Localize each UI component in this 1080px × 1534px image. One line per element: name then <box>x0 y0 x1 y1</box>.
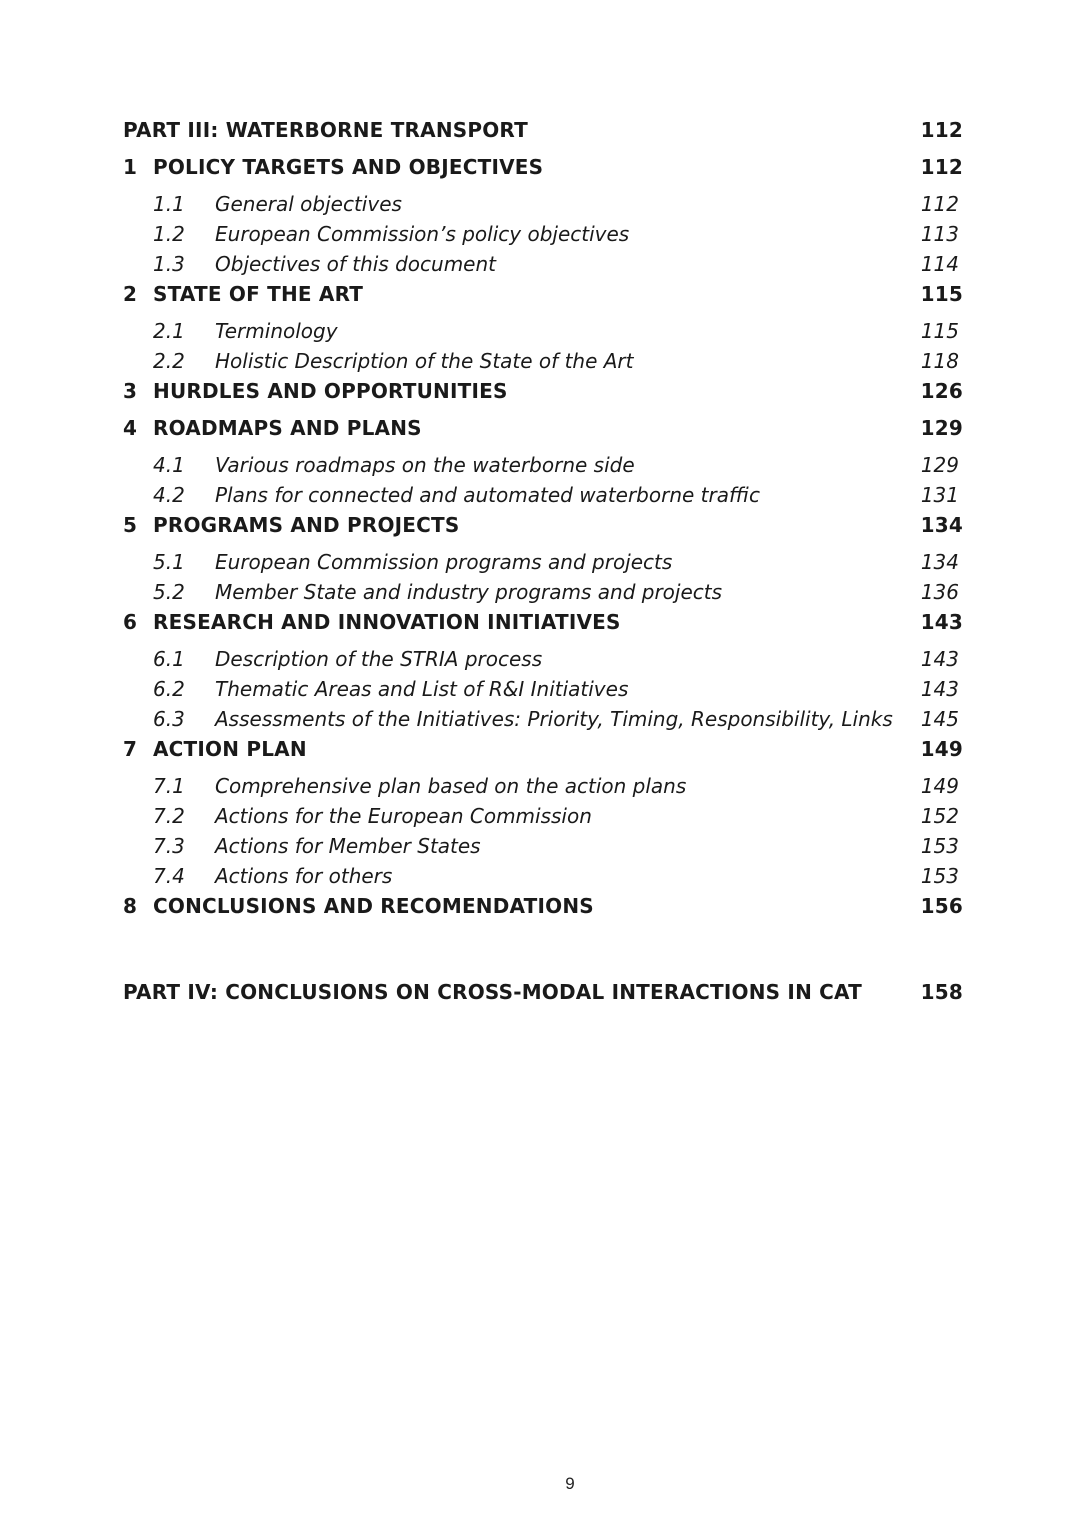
section-number: 7.1 <box>153 774 185 798</box>
section-page: 131 <box>920 483 959 507</box>
chapter-number: 4 <box>123 416 138 440</box>
section-page: 129 <box>920 453 959 477</box>
section-number: 1.3 <box>153 252 185 276</box>
chapter-list <box>123 155 963 931</box>
chapter-title: RESEARCH AND INNOVATION INITIATIVES <box>153 610 621 634</box>
chapter-title: ACTION PLAN <box>153 737 307 761</box>
toc-section[interactable] <box>123 550 963 580</box>
section-page: 145 <box>920 707 959 731</box>
section-page: 115 <box>920 319 959 343</box>
part-title: PART III: WATERBORNE TRANSPORT <box>123 118 528 142</box>
part-title: PART IV: CONCLUSIONS ON CROSS-MODAL INTERACTIONS IN CAT <box>123 980 863 1004</box>
part-page: 112 <box>920 118 963 142</box>
section-title: Actions for the European Commission <box>215 804 592 828</box>
section-page: 153 <box>920 834 959 858</box>
section-page: 149 <box>920 774 959 798</box>
chapter-number: 3 <box>123 379 138 403</box>
section-title: European Commission’s policy objectives <box>215 222 630 246</box>
section-page: 112 <box>920 192 959 216</box>
section-title: Description of the STRIA process <box>215 647 543 671</box>
toc-chapter[interactable] <box>123 416 963 453</box>
toc-section[interactable] <box>123 774 963 804</box>
chapter-number: 5 <box>123 513 138 537</box>
chapter-page: 143 <box>920 610 963 634</box>
toc-section[interactable] <box>123 192 963 222</box>
section-number: 7.4 <box>153 864 185 888</box>
chapter-page: 156 <box>920 894 963 918</box>
toc-section[interactable] <box>123 804 963 834</box>
section-number: 6.1 <box>153 647 185 671</box>
toc-section[interactable] <box>123 453 963 483</box>
section-title: Objectives of this document <box>215 252 497 276</box>
toc-chapter[interactable] <box>123 379 963 416</box>
toc-chapter[interactable] <box>123 513 963 550</box>
spacer <box>123 931 963 980</box>
section-title: Holistic Description of the State of the Art <box>215 349 634 373</box>
part-page: 158 <box>920 980 963 1004</box>
chapter-number: 6 <box>123 610 138 634</box>
toc-chapter[interactable] <box>123 155 963 192</box>
chapter-page: 115 <box>920 282 963 306</box>
section-page: 143 <box>920 677 959 701</box>
chapter-title: POLICY TARGETS AND OBJECTIVES <box>153 155 544 179</box>
section-page: 143 <box>920 647 959 671</box>
section-number: 6.2 <box>153 677 185 701</box>
section-number: 4.1 <box>153 453 185 477</box>
section-title: Terminology <box>215 319 338 343</box>
toc-section[interactable] <box>123 864 963 894</box>
section-number: 2.2 <box>153 349 185 373</box>
chapter-page: 126 <box>920 379 963 403</box>
toc-part-3[interactable] <box>123 118 963 155</box>
section-page: 134 <box>920 550 959 574</box>
section-page: 113 <box>920 222 959 246</box>
chapter-number: 1 <box>123 155 138 179</box>
section-page: 118 <box>920 349 959 373</box>
toc-section[interactable] <box>123 834 963 864</box>
chapter-number: 8 <box>123 894 138 918</box>
chapter-title: HURDLES AND OPPORTUNITIES <box>153 379 508 403</box>
section-number: 4.2 <box>153 483 185 507</box>
section-number: 5.2 <box>153 580 185 604</box>
page-number: 9 <box>565 1474 575 1493</box>
chapter-number: 2 <box>123 282 138 306</box>
chapter-page: 149 <box>920 737 963 761</box>
toc-section[interactable] <box>123 222 963 252</box>
toc-section[interactable] <box>123 677 963 707</box>
toc-chapter[interactable] <box>123 282 963 319</box>
section-page: 153 <box>920 864 959 888</box>
toc-section[interactable] <box>123 319 963 349</box>
section-number: 7.2 <box>153 804 185 828</box>
toc-section[interactable] <box>123 252 963 282</box>
section-title: Actions for Member States <box>215 834 481 858</box>
toc-section[interactable] <box>123 707 963 737</box>
toc-section[interactable] <box>123 580 963 610</box>
section-number: 7.3 <box>153 834 185 858</box>
chapter-number: 7 <box>123 737 138 761</box>
section-page: 136 <box>920 580 959 604</box>
section-title: Assessments of the Initiatives: Priority, Timing, Responsibility, Links <box>215 707 893 731</box>
section-number: 6.3 <box>153 707 185 731</box>
section-number: 1.2 <box>153 222 185 246</box>
section-page: 114 <box>920 252 959 276</box>
toc-chapter[interactable] <box>123 894 963 931</box>
section-title: Member State and industry programs and projects <box>215 580 723 604</box>
chapter-page: 112 <box>920 155 963 179</box>
chapter-title: STATE OF THE ART <box>153 282 364 306</box>
toc-chapter[interactable] <box>123 737 963 774</box>
section-title: General objectives <box>215 192 402 216</box>
section-page: 152 <box>920 804 959 828</box>
toc-section[interactable] <box>123 349 963 379</box>
section-title: Actions for others <box>215 864 393 888</box>
section-title: Comprehensive plan based on the action plans <box>215 774 687 798</box>
toc-section[interactable] <box>123 647 963 677</box>
chapter-title: CONCLUSIONS AND RECOMENDATIONS <box>153 894 594 918</box>
toc-part-4[interactable] <box>123 980 963 1017</box>
section-number: 5.1 <box>153 550 185 574</box>
chapter-title: PROGRAMS AND PROJECTS <box>153 513 460 537</box>
section-number: 1.1 <box>153 192 185 216</box>
chapter-page: 134 <box>920 513 963 537</box>
table-of-contents <box>123 118 963 1017</box>
chapter-page: 129 <box>920 416 963 440</box>
section-number: 2.1 <box>153 319 185 343</box>
section-title: Plans for connected and automated waterborne traffic <box>215 483 760 507</box>
section-title: Various roadmaps on the waterborne side <box>215 453 635 477</box>
toc-chapter[interactable] <box>123 610 963 647</box>
toc-section[interactable] <box>123 483 963 513</box>
section-title: European Commission programs and projects <box>215 550 673 574</box>
section-title: Thematic Areas and List of R&I Initiatives <box>215 677 629 701</box>
chapter-title: ROADMAPS AND PLANS <box>153 416 422 440</box>
